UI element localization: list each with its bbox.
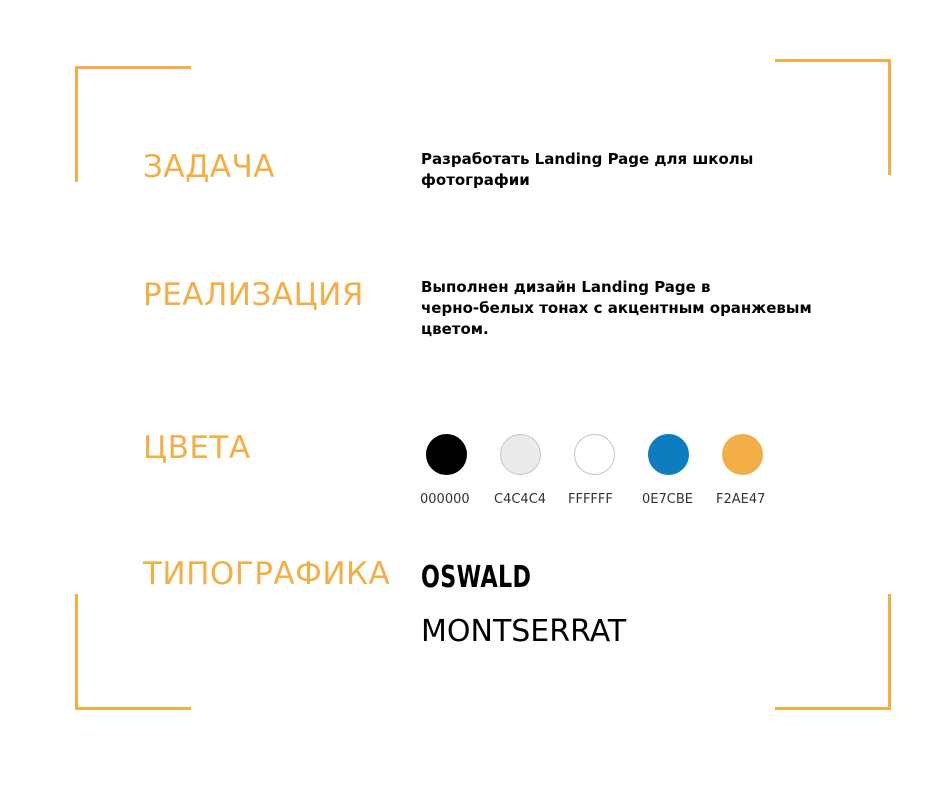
color-dot [500,434,541,475]
implementation-description-line: Выполнен дизайн Landing Page в [421,278,711,296]
color-swatch [716,434,790,507]
task-heading: ЗАДАЧА [143,149,275,185]
font-sample-oswald: OSWALD [421,560,532,595]
corner-frame-bottom-left [75,594,191,710]
color-swatches [420,434,790,507]
task-description [421,149,781,191]
implementation-description-line: цветом. [421,320,489,338]
corner-frame-bottom-right [775,594,891,710]
task-description-line: фотографии [421,171,530,189]
color-dot [648,434,689,475]
implementation-heading: РЕАЛИЗАЦИЯ [143,277,364,313]
color-code: 000000 [420,492,470,507]
color-code: F2AE47 [716,492,766,507]
color-dot [574,434,615,475]
color-code: C4C4C4 [494,492,547,507]
color-code: 0E7CBE [642,492,693,507]
typography-heading: ТИПОГРАФИКА [143,556,391,592]
color-code: FFFFFF [568,492,613,507]
task-description-line: Разработать Landing Page для школы [421,150,754,168]
font-sample-montserrat: MONTSERRAT [421,614,627,649]
color-swatch [568,434,642,507]
color-swatch [494,434,568,507]
color-swatch [420,434,494,507]
corner-frame-top-right [775,59,891,175]
color-swatch [642,434,716,507]
implementation-description [421,277,841,340]
colors-heading: ЦВЕТА [143,430,251,466]
color-dot [722,434,763,475]
implementation-description-line: черно-белых тонах с акцентным оранжевым [421,299,812,317]
color-dot [426,434,467,475]
